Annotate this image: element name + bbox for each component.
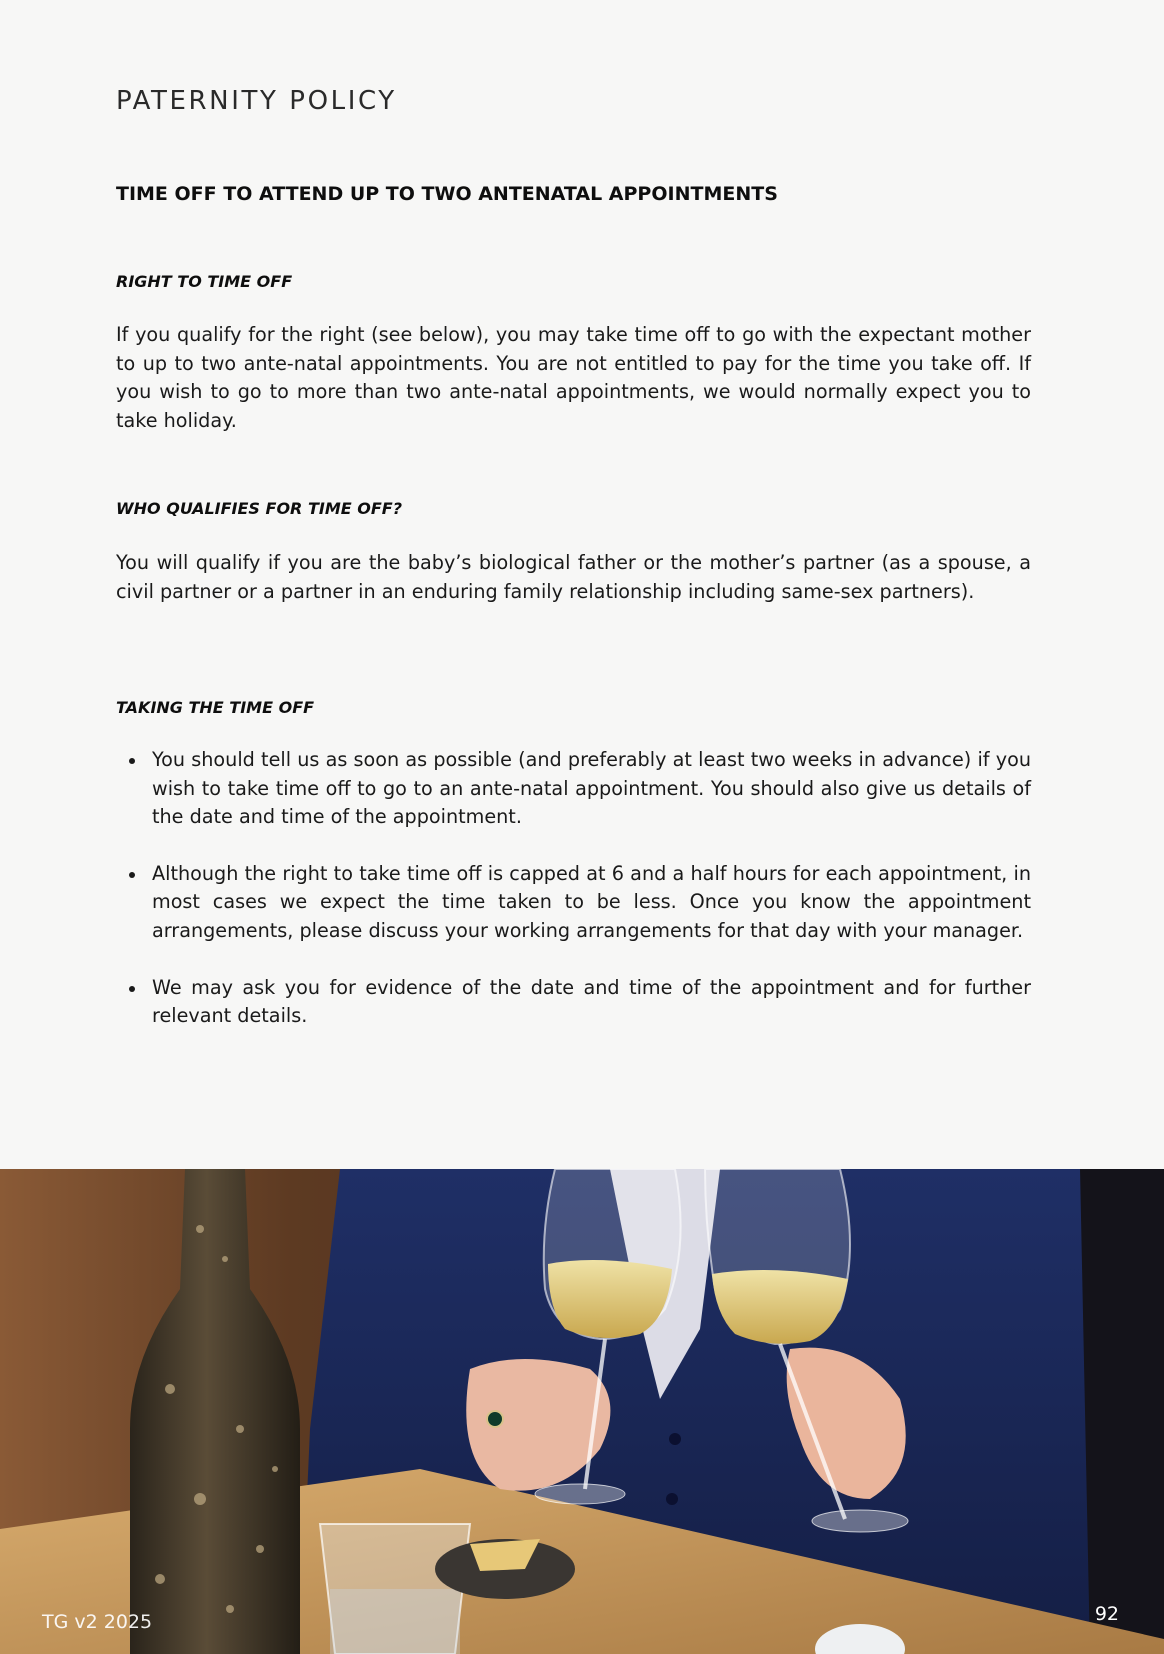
- wine-toast-photo: [0, 1169, 1164, 1654]
- water: [330, 1589, 460, 1654]
- photo-illustration: [0, 1169, 1164, 1654]
- list-item: [116, 860, 1031, 946]
- document-version: TG v2 2025: [42, 1611, 153, 1633]
- ring: [487, 1411, 503, 1427]
- glass-base-left: [535, 1484, 625, 1504]
- list-item: [116, 746, 1031, 832]
- jacket-button: [666, 1493, 678, 1505]
- section-heading: TIME OFF TO ATTEND UP TO TWO ANTENATAL APPOINTMENTS: [116, 183, 778, 205]
- page-title: PATERNITY POLICY: [116, 86, 397, 116]
- list-item-text: We may ask you for evidence of the date and time of the appointment and for further relevant details.: [152, 975, 1031, 1028]
- subheading-right-to-time-off: RIGHT TO TIME OFF: [116, 272, 293, 291]
- paragraph-who-qualifies: You will qualify if you are the baby’s biological father or the mother’s partner (as a spouse, a civil partner or a partner in an enduring family relationship including same-sex partners).: [116, 551, 1031, 603]
- jacket-button: [669, 1433, 681, 1445]
- bullet-icon: [129, 872, 135, 878]
- list-item-text: You should tell us as soon as possible (and preferably at least two weeks in advance) if you wish to take time off to go to an ante-natal appointment. You should also give us details of the date and time of the appointment.: [152, 748, 1031, 829]
- page-number: 92: [1094, 1603, 1119, 1625]
- list-item: [116, 974, 1031, 1031]
- subheading-taking-time-off: TAKING THE TIME OFF: [116, 698, 315, 717]
- subheading-who-qualifies: WHO QUALIFIES FOR TIME OFF?: [116, 499, 402, 518]
- bullet-icon: [129, 758, 135, 764]
- list-item-text: Although the right to take time off is capped at 6 and a half hours for each appointment, in most cases we expect the time taken to be less. Once you know the appointment arrangements, please discuss your working arrangements for that day with your manager.: [152, 861, 1031, 942]
- bullet-list: [116, 746, 1031, 1031]
- paragraph-right-to-time-off: If you qualify for the right (see below), you may take time off to go with the expectant mother to up to two ante-natal appointments. You are not entitled to pay for the time you take off. If you wish to go to more than two ante-natal appointments, we would normally expect you to take holiday.: [116, 323, 1031, 432]
- bullet-icon: [129, 986, 135, 992]
- glass-base-right: [812, 1510, 908, 1532]
